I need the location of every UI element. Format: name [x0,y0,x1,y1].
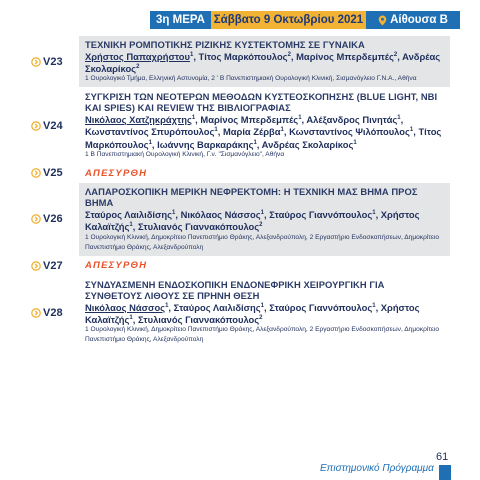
author-name: Αλέξανδρος Πινητάς [306,114,398,126]
author-separator: , [413,126,419,138]
room-label: Αίθουσα Β [390,14,448,26]
row-code [30,88,79,163]
author-affiliation-index: 1 [165,302,169,309]
session-row [30,88,450,164]
row-code-label: V25 [43,167,63,180]
author-affiliation-index: 1 [260,210,264,217]
author-separator: , [217,126,223,138]
withdrawn-label: ΑΠΕΣΥΡΘΗ [85,260,148,271]
page-number: 61 [436,451,449,463]
author-separator: , [132,221,138,233]
session-date: Σάββατο 9 Οκτωβρίου 2021 [211,11,366,29]
author-name: Ανδρέας Σκολαρίκος [261,138,354,150]
author-name: Μαρίνος Μπερδεμπές [200,114,299,126]
author-separator: , [263,209,270,221]
author-separator: , [168,301,174,313]
author-affiliation-index: 1 [372,302,376,309]
author-affiliation-index: 1 [260,302,264,309]
session-header [150,11,460,29]
author-affiliation-index: 1 [191,115,196,122]
row-code [30,183,79,255]
author-separator: , [283,126,290,138]
author-affiliation-index: 1 [397,115,401,122]
author-affiliation-index: 1 [129,222,133,229]
author-name: Κωνσταντίνος Ψιλόπουλος [289,126,410,138]
affiliation-text: 1 Ουρολογικό Τμήμα, Ελληνική Αστυνομία, 2 ' Β Πανεπιστημιακή Ουρολογική Κλινική, Σισμανόγλειο Γ.Ν.Α., Αθήνα [85,75,417,83]
author-name: Σταύρος Λαιλιδίσης [85,209,173,221]
chevron-circle-right-icon [31,261,41,271]
author-name: Στυλιανός Γιαννακόπουλος [137,221,260,233]
session-room [366,11,460,29]
author-affiliation-index: 1 [189,52,194,58]
chevron-circle-right-icon [31,214,41,224]
author-affiliation-index: 1 [148,139,152,146]
author-separator: , [263,301,270,313]
author-name: Μαρία Ζέρβα [222,126,281,138]
author-separator: , [193,51,199,63]
author-separator: , [290,51,297,63]
author-affiliation-index: 1 [409,127,414,134]
row-code [30,276,79,351]
session-row [30,183,450,256]
withdrawn-label: ΑΠΕΣΥΡΘΗ [85,167,148,179]
presentation-title: ΣΥΝΔΥΑΣΜΕΝΗ ΕΝΔΟΣΚΟΠΙΚΗ ΕΝΔΟΝΕΦΡΙΚΗ ΧΕΙΡΟΥΡΓΙΚΗ ΓΙΑ ΣΥΝΘΕΤΟΥΣ ΛΙΘΟΥΣ ΣΕ ΠΡΗΝΗ ΘΕΣΗ [85,278,385,301]
chevron-circle-right-icon [31,121,41,131]
author-name: Χρήστος Παπαχρήστου [85,51,190,63]
presentation-title: ΤΕΧΝΙΚΗ ΡΟΜΠΟΤΙΚΗΣ ΡΙΖΙΚΗΣ ΚΥΣΤΕΚΤΟΜΗΣ ΣΕ ΓΥΝΑΙΚΑ [85,39,365,50]
affiliation-text: 1 Β Πανεπιστημιακή Ουρολογική Κλινική, Γ.ν. "Σισμανόγλειο", Αθήνα [85,150,285,158]
author-separator: , [151,138,158,150]
row-content [79,164,450,182]
author-name: Σταύρος Γιαννόπουλος [269,209,373,221]
author-name: Ανδρέας Σκολαρίκος [85,51,441,75]
author-separator: , [375,209,381,221]
author-list [85,208,444,232]
row-content [79,36,450,87]
row-code-label: V23 [43,55,63,68]
author-separator: , [301,114,307,126]
affiliation-text: 1 Ουρολογική Κλινική, Δημοκρίτειο Πανεπιστήμιο Θράκης, Αλεξανδρούπολη, 2 Εργαστήριο Ενδοσκοπήσεων, Δημοκρίτειο Πανεπιστήμιο Θράκης, Αλεξανδρούπολη [85,325,439,343]
author-separator: , [397,51,403,63]
author-name: Σταύρος Γιαννόπουλος [269,301,373,313]
row-code [30,36,79,87]
chevron-circle-right-icon [31,308,41,318]
row-code-label: V26 [43,213,63,226]
session-row [30,257,450,276]
author-affiliation-index: 1 [214,127,218,134]
author-name: Χρήστος Καλαϊτζής [85,301,420,325]
row-code-label: V28 [43,307,63,319]
row-code [30,164,79,182]
author-affiliation-index: 2 [287,52,291,58]
author-name: Κωνσταντίνος Σπυρόπουλος [85,126,215,138]
author-name: Χρήστος Καλαϊτζής [85,209,420,233]
row-code-label: V24 [43,119,63,132]
author-separator: , [175,209,181,221]
author-name: Νικόλαος Χατζηκράχτης [85,114,192,126]
footer-label: Επιστημονικό Πρόγραμμα [320,463,434,474]
presentation-title: ΛΑΠΑΡΟΣΚΟΠΙΚΗ ΜΕΡΙΚΗ ΝΕΦΡΕΚΤΟΜΗ: Η ΤΕΧΝΙΚΗ ΜΑΣ ΒΗΜΑ ΠΡΟΣ ΒΗΜΑ [85,186,418,209]
author-separator: , [132,313,138,325]
author-affiliation-index: 2 [259,314,263,321]
row-content [79,276,450,351]
author-name: Μαρίνος Μπερδεμπές [296,51,394,63]
row-content [79,257,450,275]
author-affiliation-index: 1 [280,127,284,134]
author-name: Τίτος Μαρκόπουλος [198,51,288,63]
author-separator: , [256,138,262,150]
session-day: 3η ΜΕΡΑ [150,11,211,29]
chevron-circle-right-icon [31,57,41,67]
presentation-title: ΣΥΓΚΡΙΣΗ ΤΩΝ ΝΕΟΤΕΡΩΝ ΜΕΘΟΔΩΝ ΚΥΣΤΕΟΣΚΟΠΗΣΗΣ (BLUE LIGHT, NBI KAI SPIES) KAI REVIEW ΤΗΣ ΒΙΒΛΙΟΓΡΑΦΙΑΣ [85,91,438,114]
author-name: Νικόλαος Νάσσος [85,301,166,313]
row-content [79,88,450,163]
author-affiliation-index: 1 [172,210,176,217]
author-name: Ιωάννης Βαρκαράκης [157,138,254,150]
author-separator: , [400,114,404,126]
author-affiliation-index: 1 [253,139,257,146]
author-affiliation-index: 2 [259,222,263,229]
author-affiliation-index: 2 [393,52,398,58]
author-list [85,113,444,149]
author-list [85,301,444,325]
map-pin-icon [378,15,387,26]
session-row [30,164,450,183]
footer-bar [439,465,451,480]
author-name: Σταύρος Λαιλιδίσης [173,301,261,313]
program-table [30,36,450,352]
author-name: Τίτος Μαρκόπουλος [85,126,442,150]
row-code-label: V27 [43,259,63,272]
row-code [30,257,79,275]
author-affiliation-index: 1 [372,210,376,217]
author-name: Νικόλαος Νάσσος [180,209,261,221]
session-row [30,36,450,88]
session-row [30,276,450,352]
author-separator: , [195,114,201,126]
author-affiliation-index: 1 [298,115,302,122]
author-list [85,50,444,74]
author-name: Στυλιανός Γιαννακόπουλος [137,313,260,325]
author-separator: , [375,301,381,313]
chevron-circle-right-icon [31,168,41,178]
author-affiliation-index: 1 [353,139,357,146]
row-content [79,183,450,255]
author-affiliation-index: 2 [136,64,140,71]
affiliation-text: 1 Ουρολογική Κλινική, Δημοκρίτειο Πανεπιστήμιο Θράκης, Αλεξανδρούπολη, 2 Εργαστήριο Ενδοσκοπήσεων, Δημοκρίτειο Πανεπιστήμιο Θράκης, Αλεξανδρούπολη [85,233,439,251]
author-affiliation-index: 1 [129,314,133,321]
